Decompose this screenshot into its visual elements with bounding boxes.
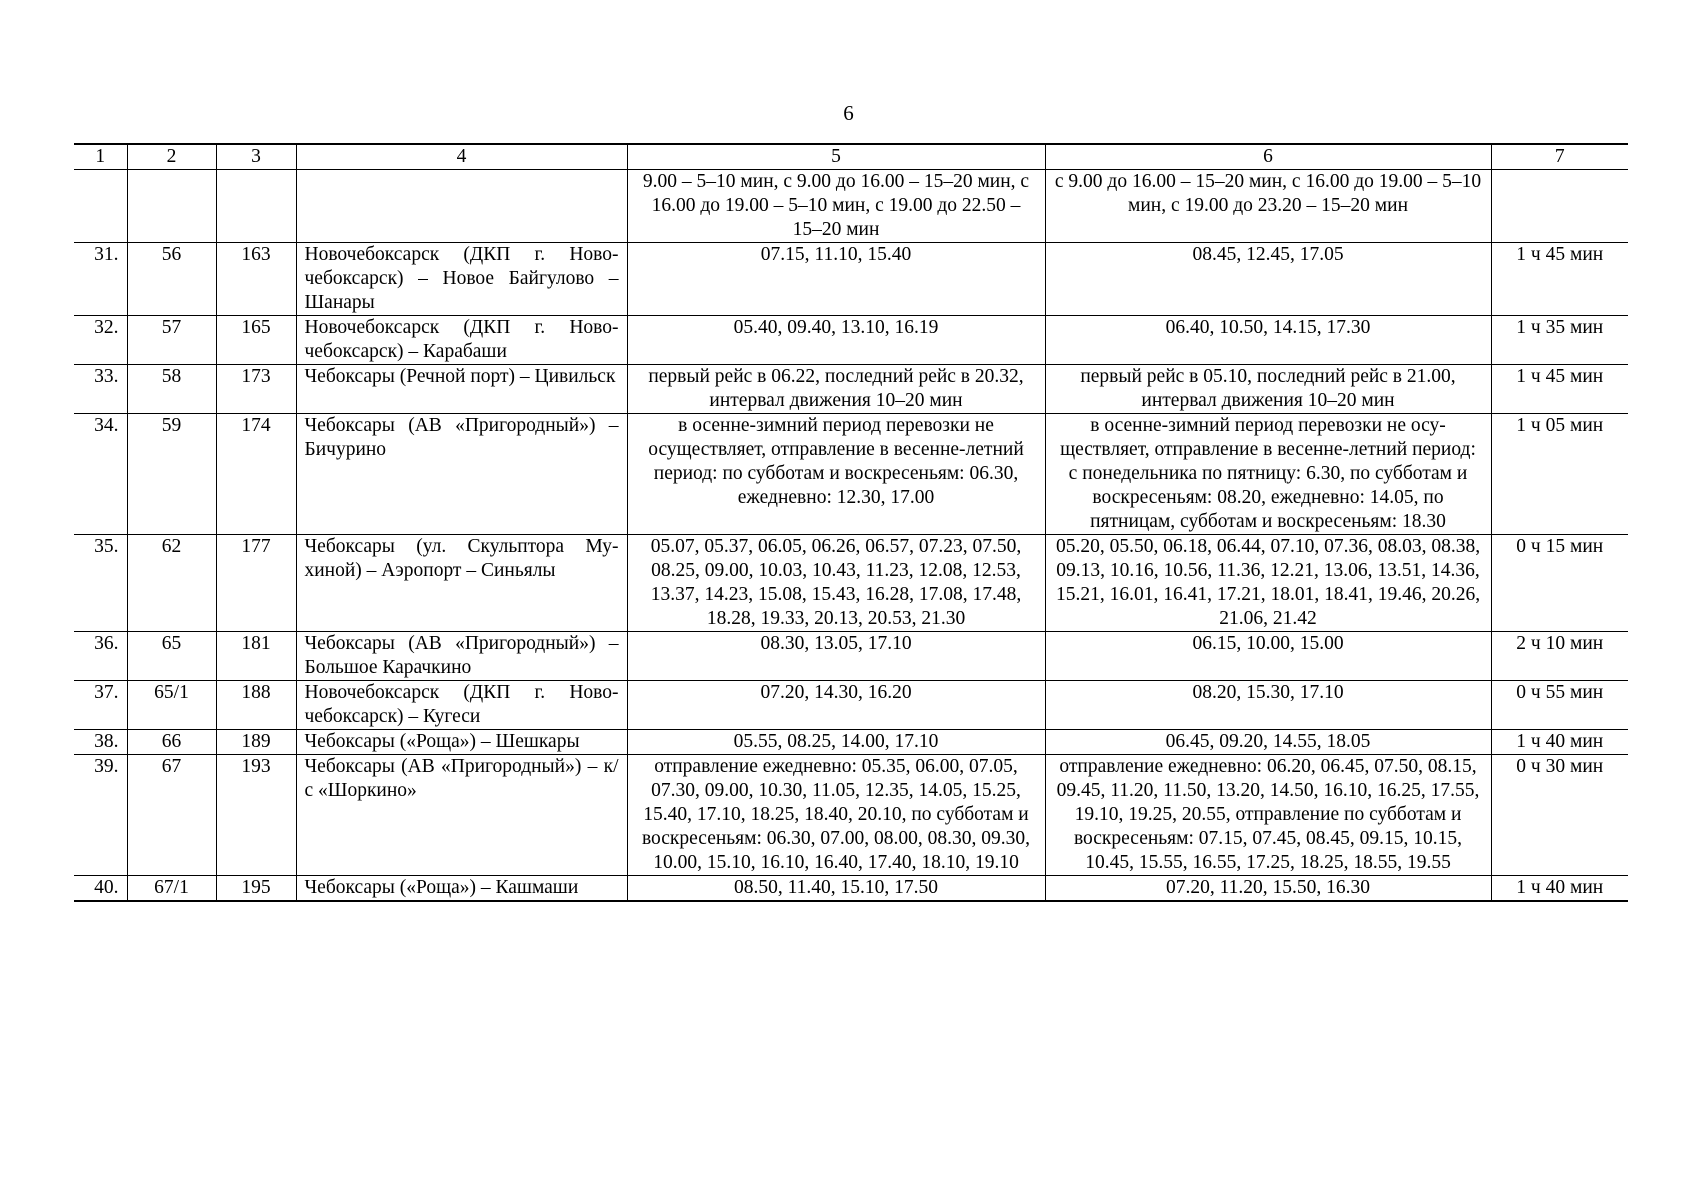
departures-backward: 06.45, 09.20, 14.55, 18.05 [1045,730,1491,755]
departures-backward: 06.15, 10.00, 15.00 [1045,632,1491,681]
trip-duration: 1 ч 45 мин [1491,243,1628,316]
table-row [74,755,1628,876]
departures-forward: 07.20, 14.30, 16.20 [627,681,1045,730]
registry-number: 173 [216,365,296,414]
table-row [74,365,1628,414]
departures-backward: 08.20, 15.30, 17.10 [1045,681,1491,730]
row-number: 39. [74,755,127,876]
table-row [74,681,1628,730]
page-number: 6 [843,101,854,125]
departures-forward: 08.50, 11.40, 15.10, 17.50 [627,876,1045,902]
route-name: Чебоксары («Роща») – Шешкары [296,730,627,755]
route-name: Новочебоксарск (ДКП г. Новочебоксарск) – Новое Байгулово – Шанары [296,243,627,316]
route-name: Чебоксары (АВ «Пригородный») – Бичурино [296,414,627,535]
row-number: 40. [74,876,127,902]
route-name: Чебоксары («Роща») – Кашмаши [296,876,627,902]
registry-number: 174 [216,414,296,535]
route-name: Чебоксары (АВ «Пригородный») – Большое Карачкино [296,632,627,681]
row-number: 38. [74,730,127,755]
trip-duration: 1 ч 40 мин [1491,876,1628,902]
route-name: Новочебоксарск (ДКП г. Новочебоксарск) – Карабаши [296,316,627,365]
route-number: 56 [127,243,216,316]
route-number: 62 [127,535,216,632]
row-number: 35. [74,535,127,632]
trip-duration: 1 ч 45 мин [1491,365,1628,414]
column-header: 6 [1045,144,1491,170]
table-row [74,316,1628,365]
departures-forward: 05.07, 05.37, 06.05, 06.26, 06.57, 07.23, 07.50, 08.25, 09.00, 10.03, 10.43, 11.23, 12.08, 12.53, 13.37, 14.23, 15.08, 15.43, 16.28, 17.08, 17.48, 18.28, 19.33, 20.13, 20.53, 21.30 [627,535,1045,632]
route-name: Чебоксары (Речной порт) – Цивильск [296,365,627,414]
departures-forward: первый рейс в 06.22, последний рейс в 20.32, интервал движения 10–20 мин [627,365,1045,414]
registry-number: 177 [216,535,296,632]
registry-number: 195 [216,876,296,902]
departures-forward: отправление ежедневно: 05.35, 06.00, 07.05, 07.30, 09.00, 10.30, 11.05, 12.35, 14.05, 15.25, 15.40, 17.10, 18.25, 18.40, 20.10, по субботам и воскресеньям: 06.30, 07.00, 08.00, 08.30, 09.30, 10.00, 15.10, 16.10, 16.40, 17.40, 18.10, 19.10 [627,755,1045,876]
departures-backward: первый рейс в 05.10, последний рейс в 21.00, интервал движения 10–20 мин [1045,365,1491,414]
table-row [74,535,1628,632]
route-number: 65 [127,632,216,681]
departures-forward: 05.55, 08.25, 14.00, 17.10 [627,730,1045,755]
table-row [74,730,1628,755]
schedule-table [74,143,1628,902]
departures-backward: 06.40, 10.50, 14.15, 17.30 [1045,316,1491,365]
column-header: 2 [127,144,216,170]
row-number [74,170,127,243]
table-row [74,632,1628,681]
route-number: 58 [127,365,216,414]
route-name: Чебоксары (ул. Скульптора Мухиной) – Аэропорт – Синьялы [296,535,627,632]
route-number: 67/1 [127,876,216,902]
table-row [74,414,1628,535]
trip-duration: 1 ч 40 мин [1491,730,1628,755]
departures-backward: 05.20, 05.50, 06.18, 06.44, 07.10, 07.36, 08.03, 08.38, 09.13, 10.16, 10.56, 11.36, 12.21, 13.06, 13.51, 14.36, 15.21, 16.01, 16.41, 17.21, 18.01, 18.41, 19.46, 20.26, 21.06, 21.42 [1045,535,1491,632]
column-header: 7 [1491,144,1628,170]
departures-forward: 08.30, 13.05, 17.10 [627,632,1045,681]
trip-duration [1491,170,1628,243]
table-row [74,243,1628,316]
registry-number: 189 [216,730,296,755]
route-number: 65/1 [127,681,216,730]
departures-forward: в осенне-зимний период перевозки не осуществляет, отправление в весенне-летний период: по субботам и воскресеньям: 06.30, ежедневно: 12.30, 17.00 [627,414,1045,535]
row-number: 33. [74,365,127,414]
departures-forward: 9.00 – 5–10 мин, с 9.00 до 16.00 – 15–20 мин, с 16.00 до 19.00 – 5–10 мин, с 19.00 до 22.50 – 15–20 мин [627,170,1045,243]
table-row [74,876,1628,902]
route-number: 59 [127,414,216,535]
route-number [127,170,216,243]
row-number: 36. [74,632,127,681]
route-number: 66 [127,730,216,755]
row-number: 31. [74,243,127,316]
registry-number: 165 [216,316,296,365]
route-name: Чебоксары (АВ «Пригородный») – к/с «Шоркино» [296,755,627,876]
column-header: 4 [296,144,627,170]
registry-number: 193 [216,755,296,876]
row-number: 34. [74,414,127,535]
departures-backward: 07.20, 11.20, 15.50, 16.30 [1045,876,1491,902]
departures-backward: 08.45, 12.45, 17.05 [1045,243,1491,316]
trip-duration: 2 ч 10 мин [1491,632,1628,681]
trip-duration: 0 ч 55 мин [1491,681,1628,730]
registry-number: 188 [216,681,296,730]
registry-number: 181 [216,632,296,681]
route-number: 67 [127,755,216,876]
departures-backward: с 9.00 до 16.00 – 15–20 мин, с 16.00 до 19.00 – 5–10 мин, с 19.00 до 23.20 – 15–20 мин [1045,170,1491,243]
route-name [296,170,627,243]
route-number: 57 [127,316,216,365]
column-header: 3 [216,144,296,170]
column-header: 1 [74,144,127,170]
trip-duration: 1 ч 05 мин [1491,414,1628,535]
trip-duration: 1 ч 35 мин [1491,316,1628,365]
trip-duration: 0 ч 30 мин [1491,755,1628,876]
row-number: 32. [74,316,127,365]
departures-backward: отправление ежедневно: 06.20, 06.45, 07.50, 08.15, 09.45, 11.20, 11.50, 13.20, 14.50, 16.10, 16.25, 17.55, 19.10, 19.25, 20.55, отправление по субботам и воскресеньям: 07.15, 07.45, 08.45, 09.15, 10.15, 10.45, 15.55, 16.55, 17.25, 18.25, 18.55, 19.55 [1045,755,1491,876]
registry-number: 163 [216,243,296,316]
table-row [74,170,1628,243]
header-row [74,144,1628,170]
departures-forward: 05.40, 09.40, 13.10, 16.19 [627,316,1045,365]
column-header: 5 [627,144,1045,170]
departures-backward: в осенне-зимний период перевозки не осуществляет, отправление в весенне-летний период: с понедельника по пятницу: 6.30, по субботам и воскресеньям: 08.20, ежедневно: 14.05, по пятницам, субботам и воскресеньям: 18.30 [1045,414,1491,535]
row-number: 37. [74,681,127,730]
departures-forward: 07.15, 11.10, 15.40 [627,243,1045,316]
trip-duration: 0 ч 15 мин [1491,535,1628,632]
registry-number [216,170,296,243]
route-name: Новочебоксарск (ДКП г. Новочебоксарск) – Кугеси [296,681,627,730]
